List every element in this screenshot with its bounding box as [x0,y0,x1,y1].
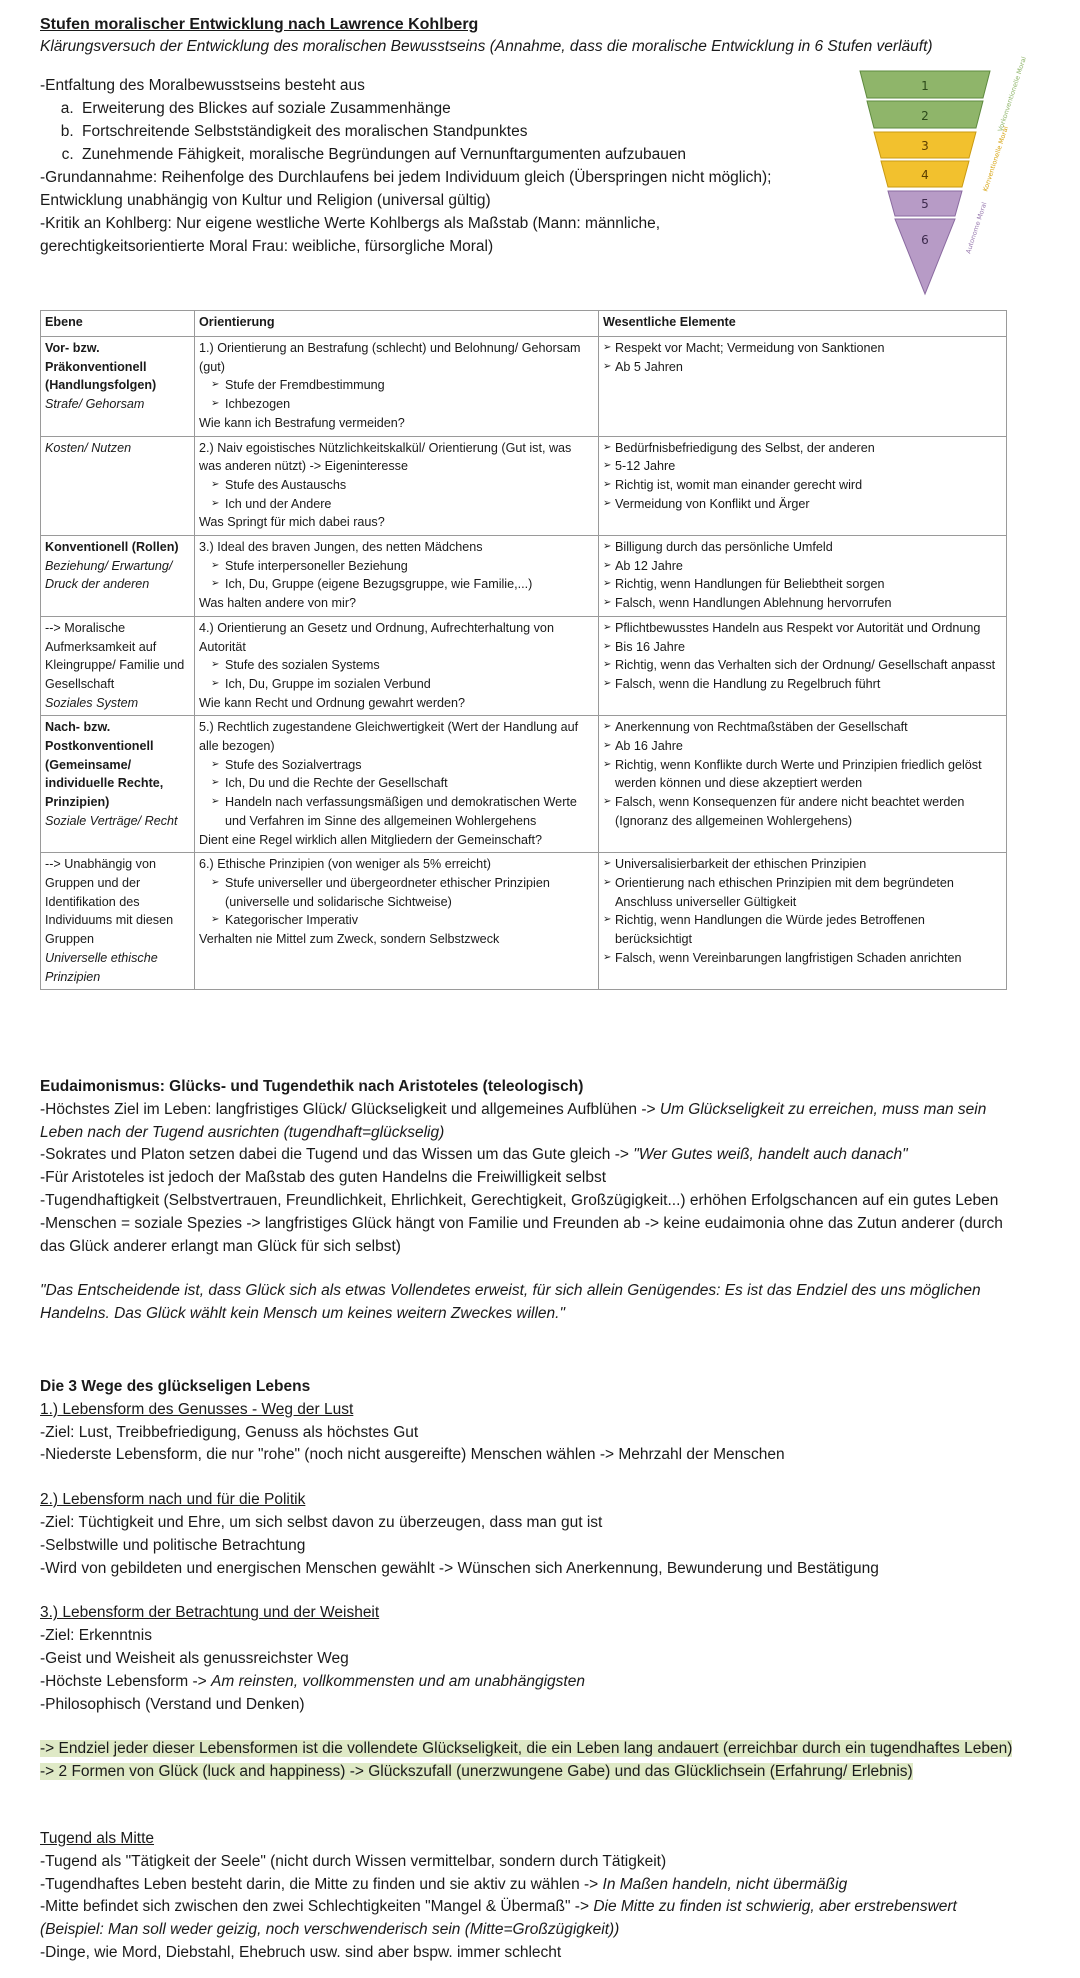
document-subtitle: Klärungsversuch der Entwicklung des moralischen Bewusstseins (Annahme, dass die moralische Entwicklung in 6 Stufen verläuft) [40,38,933,55]
list-item: ➢ Respekt vor Macht; Vermeidung von Sanktionen [615,339,1002,358]
paragraph [40,1896,1015,1942]
text: Um Glückseligkeit zu erreichen, muss man sein Leben nach der Tugend ausrichten (tugendhaft=glückselig) [40,1100,987,1141]
cell-elemente [599,337,1007,437]
spacer [40,1258,1015,1280]
ebene-text: Vor- bzw. Präkonventionell (Handlungsfolgen) [45,341,157,393]
list-item: ➢ Universalisierbarkeit der ethischen Prinzipien [615,855,1002,874]
elemente-list [603,439,1002,514]
list-item: ➢ Stufe universeller und übergeordneter ethischer Prinzipien (universelle und solidarische Sichtweise) [225,874,594,911]
list-item: ➢ Richtig, wenn das Verhalten sich der Ordnung/ Gesellschaft anpasst [615,656,1002,675]
paragraph [40,1671,1015,1694]
list-item: ➢ Ich, Du, Gruppe im sozialen Verbund [225,675,594,694]
orientierung-question: Wie kann ich Bestrafung vermeiden? [199,415,405,430]
pyramid-num: 5 [921,197,929,211]
ebene-text: --> Moralische Aufmerksamkeit auf Kleingruppe/ Familie und Gesellschaft [45,620,185,691]
paragraph [40,1099,1015,1145]
pyramid-side-label: Vorkonventionelle Moral [996,55,1029,133]
paragraph: -Ziel: Erkenntnis [40,1627,152,1645]
list-item: ➢ Richtig, wenn Handlungen für Beliebtheit sorgen [615,575,1002,594]
paragraph: -Wird von gebildeten und energischen Menschen gewählt -> Wünschen sich Anerkennung, Bewunderung und Bestätigung [40,1559,879,1577]
section-heading: Die 3 Wege des glückseligen Lebens [40,1378,311,1395]
pyramid-side-label: Konventionelle Moral [981,125,1010,193]
ebene-text: Soziale Verträge/ Recht [45,813,178,828]
paragraph [40,1144,1015,1167]
pyramid-num: 2 [921,109,929,123]
table-row [41,716,1007,853]
table-row [41,616,1007,716]
kritik: -Kritik an Kohlberg: Nur eigene westliche Werte Kohlbergs als Maßstab (Mann: männliche, gerechtigkeitsorientierte Moral Frau: weibliche, fürsorgliche Moral) [40,215,660,255]
section-heading: Tugend als Mitte [40,1830,155,1847]
column-header: Orientierung [195,311,599,337]
paragraph: -Ziel: Lust, Treibbefriedigung, Genuss als höchstes Gut [40,1423,419,1441]
table-row [41,853,1007,990]
intro-list [40,97,780,166]
pyramid-num: 6 [921,233,929,247]
list-item: ➢ Handeln nach verfassungsmäßigen und demokratischen Werte und Verfahren im Sinne des allgemeinen Wohlergehens [225,793,594,830]
orientierung-question: Verhalten nie Mittel zum Zweck, sondern Selbstzweck [199,932,500,947]
spacer [40,1716,1015,1738]
spacer [40,1580,1015,1602]
text: -Sokrates und Platon setzen dabei die Tugend und das Wissen um das Gute gleich -> [40,1146,634,1164]
paragraph: -Für Aristoteles ist jedoch der Maßstab des guten Handelns die Freiwilligkeit selbst [40,1169,607,1187]
cell-ebene [41,337,195,437]
text: In Maßen handeln, nicht übermäßig [602,1875,848,1893]
list-item: ➢ Ab 16 Jahre [615,737,1002,756]
orientierung-question: Dient eine Regel wirklich allen Mitgliedern der Gemeinschaft? [199,832,542,847]
orientierung-question: Was halten andere von mir? [199,596,357,611]
paragraph: -Philosophisch (Verstand und Denken) [40,1695,305,1713]
cell-elemente [599,616,1007,716]
highlighted-note [40,1761,1015,1784]
list-item: ➢ Stufe des sozialen Systems [225,656,594,675]
list-item: ➢ Stufe des Sozialvertrags [225,756,594,775]
ebene-text: Soziales System [45,695,139,710]
cell-elemente [599,536,1007,617]
text: Am reinsten, vollkommensten und am unabhängigsten [211,1672,585,1690]
ebene-text: Konventionell (Rollen) [45,540,179,555]
text: Die Mitte zu finden ist schwierig, aber erstrebenswert (Beispiel: Man soll weder geizig, noch verschwenderisch sein (Mitte=Großzügigkeit)) [40,1898,957,1939]
orientierung-list [199,476,594,513]
elemente-list [603,855,1002,967]
orientierung-list [199,756,594,831]
list-item: ➢ Ichbezogen [225,395,594,414]
tugend-section [40,1828,1015,1965]
list-item: ➢ Vermeidung von Konflikt und Ärger [615,495,1002,514]
intro-item: c. Zunehmende Fähigkeit, moralische Begründungen auf Vernunftargumenten aufzubauen [78,143,780,166]
list-item: ➢ Anerkennung von Rechtmaßstäben der Gesellschaft [615,718,1002,737]
grundannahme: -Grundannahme: Reihenfolge des Durchlaufens bei jedem Individuum gleich (Überspringen nicht möglich); Entwicklung unabhängig von Kultur und Religion (universal gültig) [40,169,772,209]
text: -Mitte befindet sich zwischen den zwei Schlechtigkeiten "Mangel & Übermaß" -> [40,1898,594,1916]
paragraph: -Geist und Weisheit als genussreichster Weg [40,1649,349,1667]
ebene-text: Nach- bzw. Postkonventionell (Gemeinsame/ individuelle Rechte, Prinzipien) [45,720,164,810]
cell-ebene [41,436,195,536]
orientierung-head: 5.) Rechtlich zugestandene Gleichwertigkeit (Wert der Handlung auf alle bezogen) [199,720,579,754]
ebene-text: --> Unabhängig von Gruppen und der Identifikation des Individuums mit diesen Gruppen [45,857,174,947]
column-header: Wesentliche Elemente [599,311,1007,337]
list-item: ➢ Richtig ist, womit man einander gerecht wird [615,476,1002,495]
section-heading: Eudaimonismus: Glücks- und Tugendethik nach Aristoteles (teleologisch) [40,1078,584,1095]
orientierung-list [199,656,594,693]
orientierung-question: Wie kann Recht und Ordnung gewahrt werden? [199,695,466,710]
paragraph: -Ziel: Tüchtigkeit und Ehre, um sich selbst davon zu überzeugen, dass man gut ist [40,1513,603,1531]
paragraph: -Selbstwille und politische Betrachtung [40,1536,306,1554]
pyramid-num: 3 [921,139,929,153]
table-header-row [41,311,1007,337]
list-item: ➢ Stufe der Fremdbestimmung [225,376,594,395]
paragraph: -Tugend als "Tätigkeit der Seele" (nicht durch Wissen vermittelbar, sondern durch Tätigkeit) [40,1852,667,1870]
list-item: ➢ Richtig, wenn Handlungen die Würde jedes Betroffenen berücksichtigt [615,911,1002,948]
paragraph [40,1874,1015,1897]
list-item: ➢ Falsch, wenn Vereinbarungen langfristigen Schaden anrichten [615,949,1002,968]
pyramid-side-label: Autonome Moral [964,201,989,255]
cell-orientierung [195,536,599,617]
list-item: ➢ Ab 12 Jahre [615,557,1002,576]
cell-elemente [599,436,1007,536]
list-item: ➢ Richtig, wenn Konflikte durch Werte und Prinzipien friedlich gelöst werden können und diese akzeptiert werden [615,756,1002,793]
orientierung-head: 2.) Naiv egoistisches Nützlichkeitskalkül/ Orientierung (Gut ist, was was anderen nützt) -> Eigeninteresse [199,440,572,474]
paragraph: -Menschen = soziale Spezies -> langfristiges Glück hängt von Familie und Freunden ab -> keine eudaimonia ohne das Zutun anderer (durch das Glück anderer erlangt man Glück für sich selbst) [40,1214,1003,1255]
intro-block [40,74,780,258]
list-item: ➢ Stufe interpersoneller Beziehung [225,557,594,576]
paragraph: -Dinge, wie Mord, Diebstahl, Ehebruch usw. sind aber bspw. immer schlecht [40,1943,562,1961]
pyramid-num: 4 [921,168,929,182]
eudaimonismus-section [40,1076,1015,1326]
list-item: ➢ Ich, Du, Gruppe (eigene Bezugsgruppe, wie Familie,...) [225,575,594,594]
subheading: 1.) Lebensform des Genusses - Weg der Lust [40,1400,354,1418]
orientierung-head: 3.) Ideal des braven Jungen, des netten Mädchens [199,540,483,555]
ebene-text: Universelle ethische Prinzipien [45,950,158,984]
text: "Wer Gutes weiß, handelt auch danach" [633,1146,908,1164]
cell-orientierung [195,616,599,716]
subheading: 2.) Lebensform nach und für die Politik [40,1491,306,1509]
cell-orientierung [195,337,599,437]
cell-ebene [41,536,195,617]
document-title: Stufen moralischer Entwicklung nach Lawrence Kohlberg [40,16,479,33]
list-item: ➢ Pflichtbewusstes Handeln aus Respekt vor Autorität und Ordnung [615,619,1002,638]
cell-elemente [599,853,1007,990]
column-header: Ebene [41,311,195,337]
list-item: ➢ Kategorischer Imperativ [225,911,594,930]
list-item: ➢ Orientierung nach ethischen Prinzipien mit dem begründeten Anschluss universeller Gültigkeit [615,874,1002,911]
list-item: ➢ 5-12 Jahre [615,457,1002,476]
ebene-text: Strafe/ Gehorsam [45,397,145,412]
cell-orientierung [195,716,599,853]
table-row [41,436,1007,536]
spacer [40,1467,1015,1489]
text: -Höchste Lebensform -> [40,1672,212,1690]
intro-item: a. Erweiterung des Blickes auf soziale Zusammenhänge [78,97,780,120]
highlighted-note [40,1738,1015,1761]
list-item: ➢ Billigung durch das persönliche Umfeld [615,538,1002,557]
pyramid-num: 1 [921,79,929,93]
document-page [40,14,1050,1961]
list-item: ➢ Falsch, wenn Handlungen Ablehnung hervorrufen [615,594,1002,613]
aristoteles-quote: "Das Entscheidende ist, dass Glück sich als etwas Vollendetes erweist, für sich allein Genügendes: Es ist das Endziel des uns möglichen Handelns. Das Glück wählt kein Mensch um keines weitern Zweckes willen." [40,1282,981,1323]
kohlberg-table [40,310,1007,990]
highlight: -> 2 Formen von Glück (luck and happiness) -> Glückszufall (unerzwungene Gabe) und das Glücklichsein (Erfahrung/ Erlebnis) [40,1763,913,1781]
orientierung-head: 4.) Orientierung an Gesetz und Ordnung, Aufrechterhaltung von Autorität [199,620,554,654]
list-item: ➢ Bis 16 Jahre [615,638,1002,657]
paragraph: -Tugendhaftigkeit (Selbstvertrauen, Freundlichkeit, Ehrlichkeit, Gerechtigkeit, Großzügigkeit...) erhöhen Erfolgschancen auf ein gutes Leben [40,1191,999,1209]
list-item: ➢ Ab 5 Jahren [615,358,1002,377]
text: -Höchstes Ziel im Leben: langfristiges Glück/ Glückseligkeit und allgemeines Aufblühen -> [40,1100,660,1118]
elemente-list [603,339,1002,376]
table-row [41,536,1007,617]
subheading: 3.) Lebensform der Betrachtung und der Weisheit [40,1604,380,1622]
list-item: ➢ Falsch, wenn Konsequenzen für andere nicht beachtet werden (Ignoranz des allgemeinen Wohlergehens) [615,793,1002,830]
list-item: ➢ Ich und der Andere [225,495,594,514]
list-item: ➢ Ich, Du und die Rechte der Gesellschaft [225,774,594,793]
intro-item: b. Fortschreitende Selbstständigkeit des moralischen Standpunktes [78,120,780,143]
cell-elemente [599,716,1007,853]
cell-ebene [41,716,195,853]
cell-ebene [41,853,195,990]
highlight: -> Endziel jeder dieser Lebensformen ist die vollendete Glückseligkeit, die ein Leben lang andauert (erreichbar durch ein tugendhaftes Leben) [40,1740,1013,1758]
elemente-list [603,619,1002,694]
ebene-text: Beziehung/ Erwartung/ Druck der anderen [45,558,173,592]
list-item: ➢ Stufe des Austauschs [225,476,594,495]
wege-section [40,1376,1015,1784]
stage-pyramid-diagram [810,55,1029,306]
cell-ebene [41,616,195,716]
pyramid-level-6 [895,219,955,294]
orientierung-list [199,376,594,413]
ebene-text: Kosten/ Nutzen [45,440,132,455]
table-row [41,337,1007,437]
cell-orientierung [195,436,599,536]
intro-line: -Entfaltung des Moralbewusstseins besteht aus [40,77,365,94]
elemente-list [603,538,1002,613]
text: -Tugendhaftes Leben besteht darin, die Mitte zu finden und sie aktiv zu wählen -> [40,1875,603,1893]
orientierung-head: 1.) Orientierung an Bestrafung (schlecht) und Belohnung/ Gehorsam (gut) [199,341,581,374]
table-body [41,337,1007,990]
orientierung-head: 6.) Ethische Prinzipien (von weniger als 5% erreicht) [199,857,491,872]
list-item: ➢ Falsch, wenn die Handlung zu Regelbruch führt [615,675,1002,694]
list-item: ➢ Bedürfnisbefriedigung des Selbst, der anderen [615,439,1002,458]
paragraph: -Niederste Lebensform, die nur "rohe" (noch nicht ausgereifte) Menschen wählen -> Mehrzahl der Menschen [40,1446,785,1464]
orientierung-list [199,557,594,594]
orientierung-list [199,874,594,930]
orientierung-question: Was Springt für mich dabei raus? [199,515,385,530]
cell-orientierung [195,853,599,990]
elemente-list [603,718,1002,830]
